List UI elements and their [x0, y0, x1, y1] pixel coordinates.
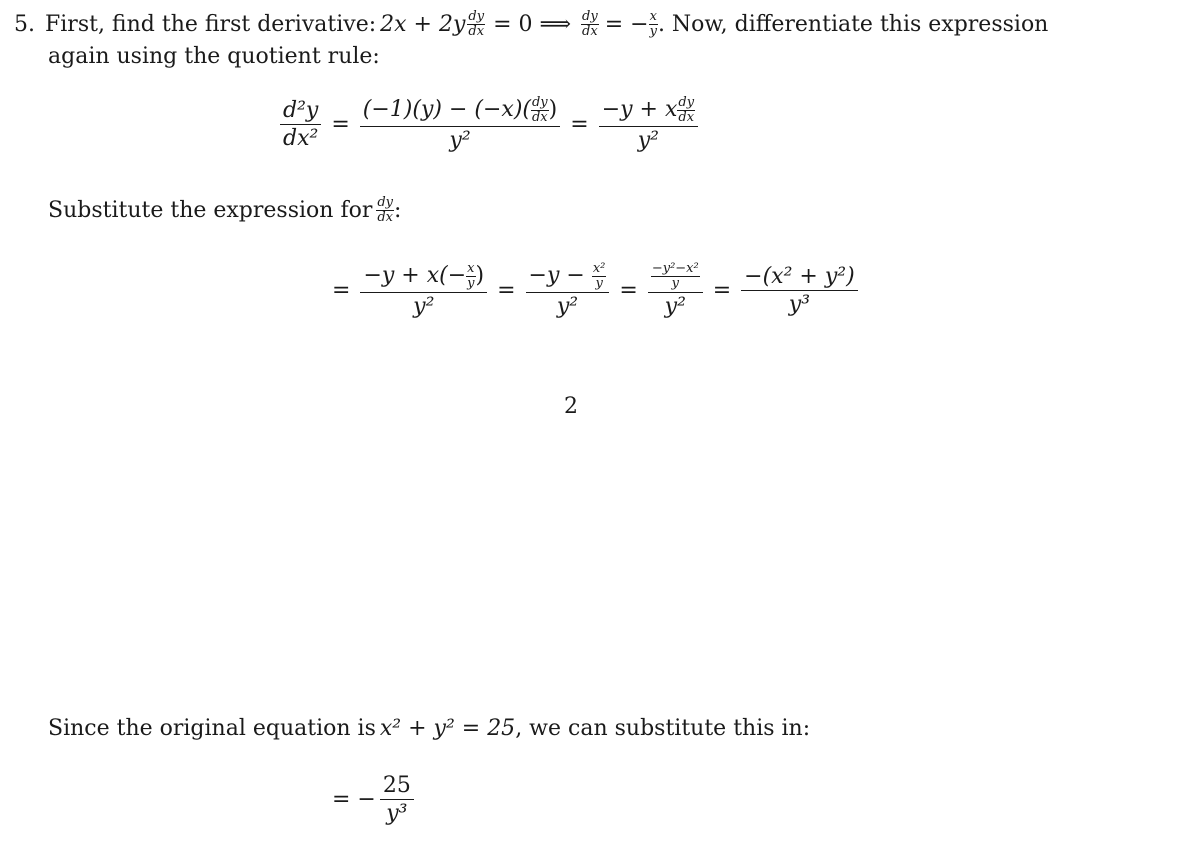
equals-negative: = − [604, 11, 649, 37]
result-neg: = − [332, 787, 376, 813]
since-text: Since the original equation is [48, 716, 376, 741]
dy-dx-inline-3: $\frac{dy}{dx}$ [377, 195, 394, 225]
page-number: 2 [564, 394, 578, 419]
substitution-chain: = −y + x(− $\frac{x}{y}$ ) y² = −y − $\frac{\text{x²}}{y}$ y² = $\frac{\frac{\text{−y²−x²}}{y}}{\text{y²}}$ = $\frac{\text{−(x² + y²)}}{\text{y³}}$ [332, 262, 858, 318]
result-equation [332, 774, 414, 825]
equals-zero-implies: = 0 ⟹ [493, 11, 572, 37]
intro-text-cont: . Now, differentiate this expression [657, 11, 1049, 37]
simplified-frac: −y + x $\frac{dy}{dx}$ y² [599, 96, 698, 152]
step-intro-line [14, 10, 1048, 38]
result-frac: $\frac{25}{\text{y³}}$ [380, 774, 414, 825]
second-derivative-frac: $\frac{\text{d²y}}{\text{dx²}}$ [280, 99, 321, 150]
quotient-rule-equation: $\frac{\text{d²y}}{\text{dx²}}$ = (−1)(y) − (−x)( $\frac{dy}{dx}$ ) y² = −y + x $\frac{dy}{dx}$ y² [280, 96, 698, 152]
step-number: 5. [14, 11, 35, 37]
substitute-text: Substitute the expression for [48, 197, 373, 223]
substitution-frac-3: $\frac{\frac{\text{−y²−x²}}{y}}{\text{y²}}$ [648, 262, 703, 318]
intro-text: First, find the first derivative: [45, 11, 377, 37]
substitution-frac-final: $\frac{\text{−(x² + y²)}}{\text{y³}}$ [741, 265, 858, 316]
substitute-line: Substitute the expression for $\frac{dy}{dx}$ : [48, 195, 402, 225]
substitution-frac-1: −y + x(− $\frac{x}{y}$ ) y² [360, 262, 487, 318]
original-equation: x² + y² = 25 [379, 716, 516, 741]
first-derivative-expr: 2x + 2y [380, 11, 466, 37]
since-line [48, 716, 810, 741]
dy-dx-inline-1: $\frac{dy}{dx}$ [468, 9, 485, 39]
quotient-rule-frac: (−1)(y) − (−x)( $\frac{dy}{dx}$ ) y² [360, 96, 560, 152]
since-text-cont: , we can substitute this in: [515, 716, 811, 741]
dy-dx-inline-2: $\frac{dy}{dx}$ [582, 9, 598, 39]
x-over-y-inline: $\frac{x}{y}$ [649, 9, 657, 39]
substitution-frac-2: −y − $\frac{\text{x²}}{y}$ y² [526, 262, 610, 318]
intro-line-2: again using the quotient rule: [48, 44, 380, 69]
